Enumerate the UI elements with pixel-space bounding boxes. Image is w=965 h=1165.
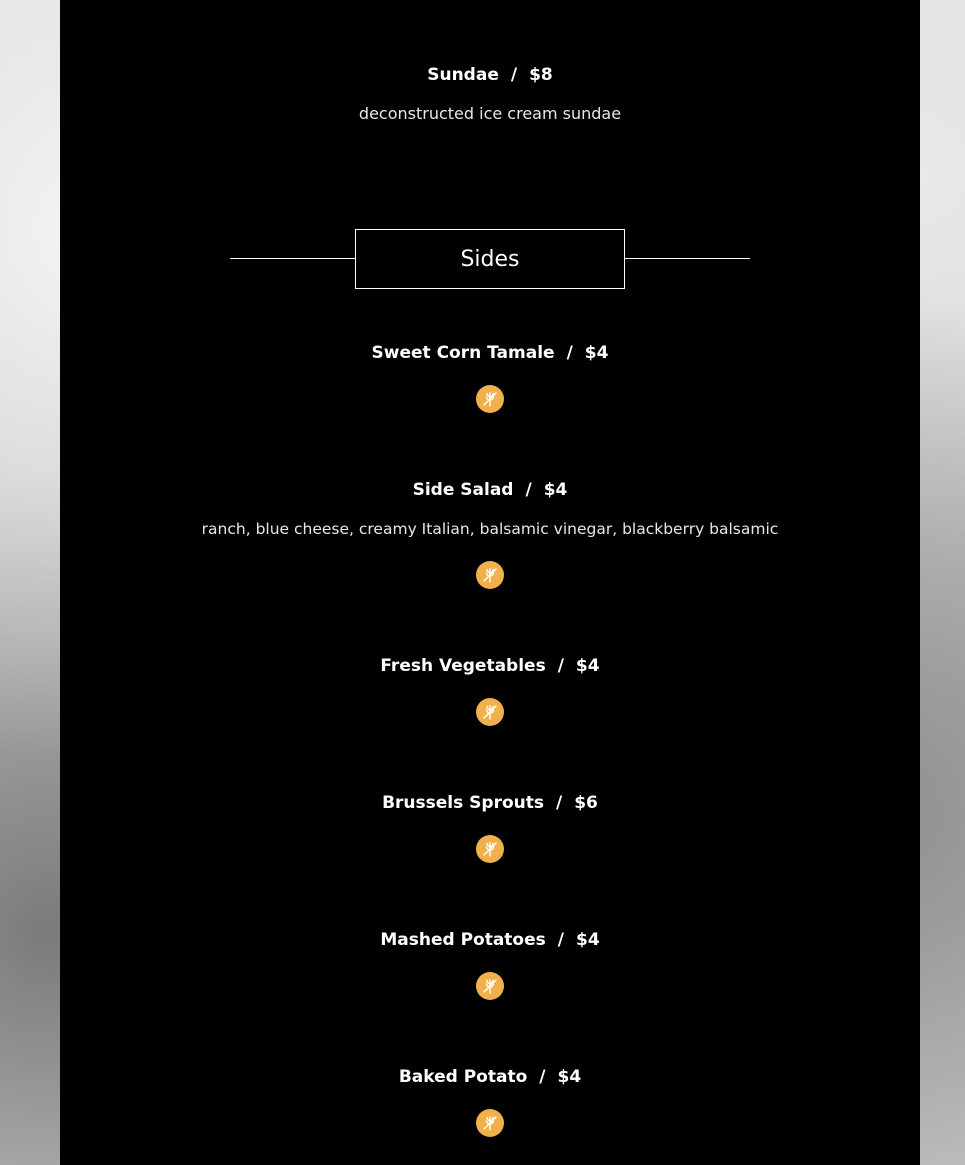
section-divider-right: [624, 258, 750, 259]
item-description: deconstructed ice cream sundae: [358, 104, 622, 123]
item-name: Sundae: [427, 65, 499, 85]
item-name: Side Salad: [412, 480, 514, 500]
item-price: $4: [543, 480, 568, 500]
section-divider-left: [230, 258, 356, 259]
price-separator: /: [557, 930, 564, 950]
price-separator: /: [510, 65, 518, 85]
gluten-free-wheat-icon: [476, 561, 504, 589]
section-header-sides: [355, 229, 625, 289]
price-separator: /: [556, 793, 563, 813]
gluten-free-wheat-icon: [476, 972, 504, 1000]
menu-item-title: [60, 64, 920, 86]
price-separator: /: [566, 343, 573, 363]
item-price: $4: [575, 656, 600, 676]
item-price: $4: [557, 1067, 582, 1087]
price-separator: /: [539, 1067, 546, 1087]
section-title: Sides: [460, 246, 520, 272]
menu-item-title: [60, 929, 920, 951]
gluten-free-wheat-icon: [476, 1109, 504, 1137]
item-price: $4: [575, 930, 600, 950]
item-name: Brussels Sprouts: [382, 793, 544, 813]
gluten-free-wheat-icon: [476, 698, 504, 726]
price-separator: /: [557, 656, 564, 676]
item-price: $6: [574, 793, 598, 813]
item-price: $8: [529, 65, 553, 85]
item-name: Mashed Potatoes: [380, 930, 546, 950]
menu-item-title: [60, 1066, 920, 1088]
menu-item-title: [60, 342, 920, 364]
gluten-free-wheat-icon: [476, 835, 504, 863]
gluten-free-wheat-icon: [476, 385, 504, 413]
item-description: ranch, blue cheese, creamy Italian, balsamic vinegar, blackberry balsamic: [201, 520, 779, 538]
price-separator: /: [525, 480, 532, 500]
item-name: Fresh Vegetables: [380, 656, 546, 676]
menu-panel: [60, 0, 920, 1165]
menu-item-title: [60, 655, 920, 677]
menu-item-title: [60, 479, 920, 501]
item-price: $4: [584, 343, 609, 363]
item-name: Baked Potato: [398, 1067, 528, 1087]
menu-item-title: [60, 792, 920, 814]
item-name: Sweet Corn Tamale: [371, 343, 555, 363]
